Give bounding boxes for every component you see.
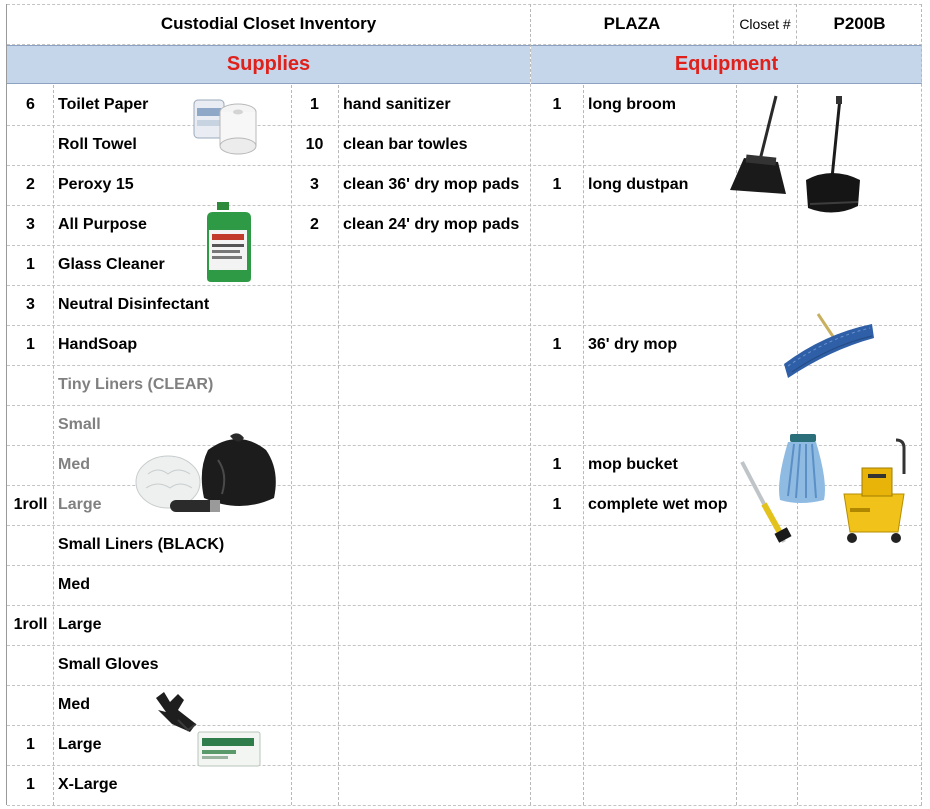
supplies-item: Roll Towel <box>58 136 137 153</box>
supplies2-qty <box>291 445 338 485</box>
supplies2-qty <box>291 565 338 605</box>
supplies-item: Med <box>58 576 90 593</box>
supplies2-qty <box>291 725 338 765</box>
wet-mop-picture <box>738 432 830 546</box>
equipment-qty: 1 <box>552 456 562 473</box>
supplies2-qty <box>291 765 338 805</box>
toilet-paper-picture <box>192 94 260 156</box>
supplies-item: Med <box>58 456 90 473</box>
supplies-item: Large <box>58 616 102 633</box>
supplies-item: Large <box>58 496 102 513</box>
equipment-item <box>583 565 736 605</box>
closet-label: Closet # <box>739 16 791 32</box>
sheet-title: Custodial Closet Inventory <box>160 14 377 33</box>
dustpan-picture <box>800 94 864 220</box>
location-name: PLAZA <box>603 14 661 33</box>
supplies2-item <box>338 245 530 285</box>
supplies-qty <box>7 525 54 565</box>
broom-picture <box>728 94 790 196</box>
supplies2-item <box>338 405 530 445</box>
supplies-qty: 6 <box>26 96 35 113</box>
supplies-qty <box>7 565 54 605</box>
supplies-item: HandSoap <box>58 336 138 353</box>
equipment-item <box>583 285 736 325</box>
supplies2-item: clean 36' dry mop pads <box>343 176 520 193</box>
supplies2-qty <box>291 245 338 285</box>
equipment-item <box>583 125 736 165</box>
supplies-qty: 1 <box>26 776 35 793</box>
supplies2-qty <box>291 285 338 325</box>
gloves-picture <box>150 692 262 770</box>
supplies-qty: 3 <box>26 296 35 313</box>
equipment-item <box>583 405 736 445</box>
supplies-item: Neutral Disinfectant <box>58 296 210 313</box>
equipment-item: 36' dry mop <box>588 336 678 353</box>
table-row <box>0 765 922 805</box>
equipment-item <box>583 605 736 645</box>
supplies-header: Supplies <box>7 45 530 84</box>
equipment-qty <box>531 125 583 165</box>
supplies-item: Med <box>58 696 90 713</box>
supplies-item: Peroxy 15 <box>58 176 134 193</box>
supplies2-qty <box>291 485 338 525</box>
supplies-qty: 1 <box>26 736 35 753</box>
supplies-qty <box>7 645 54 685</box>
supplies-item: Small Liners (BLACK) <box>58 536 225 553</box>
supplies-qty <box>7 445 54 485</box>
supplies-qty <box>7 365 54 405</box>
supplies2-qty <box>291 525 338 565</box>
supplies2-item <box>338 325 530 365</box>
supplies2-qty <box>291 605 338 645</box>
equipment-qty <box>531 605 583 645</box>
supplies2-item <box>338 485 530 525</box>
supplies-item: X-Large <box>58 776 118 793</box>
supplies-qty: 3 <box>26 216 35 233</box>
supplies2-item: clean bar towles <box>343 136 468 153</box>
equipment-qty <box>531 285 583 325</box>
supplies2-qty <box>291 405 338 445</box>
supplies2-item: hand sanitizer <box>343 96 451 113</box>
supplies2-qty <box>291 685 338 725</box>
closet-number: P200B <box>833 14 886 33</box>
equipment-item: long broom <box>588 96 676 113</box>
supplies2-qty: 3 <box>310 176 319 193</box>
equipment-qty <box>531 725 583 765</box>
equipment-qty: 1 <box>552 336 562 353</box>
supplies2-qty <box>291 325 338 365</box>
equipment-item <box>583 205 736 245</box>
equipment-item <box>583 365 736 405</box>
supplies-qty <box>7 685 54 725</box>
supplies-item: Small <box>58 416 101 433</box>
equipment-item <box>583 525 736 565</box>
supplies-item: Small Gloves <box>58 656 159 673</box>
supplies-item: Toilet Paper <box>58 96 149 113</box>
equipment-item <box>583 765 736 805</box>
equipment-item <box>583 725 736 765</box>
supplies-qty: 1roll <box>13 496 48 513</box>
supplies-qty: 1roll <box>13 616 48 633</box>
equipment-item <box>583 245 736 285</box>
equipment-qty <box>531 525 583 565</box>
cleaner-jug-picture <box>203 200 253 284</box>
table-row <box>0 725 922 765</box>
supplies2-qty <box>291 645 338 685</box>
equipment-qty: 1 <box>552 496 562 513</box>
equipment-qty: 1 <box>552 96 562 113</box>
equipment-item <box>583 685 736 725</box>
supplies2-item <box>338 565 530 605</box>
equipment-qty <box>531 565 583 605</box>
supplies2-item <box>338 725 530 765</box>
table-row <box>0 205 922 245</box>
equipment-qty <box>531 205 583 245</box>
supplies2-qty <box>291 365 338 405</box>
table-row <box>0 645 922 685</box>
supplies2-item <box>338 525 530 565</box>
supplies2-qty: 1 <box>310 96 319 113</box>
equipment-qty: 1 <box>552 176 562 193</box>
table-row <box>0 245 922 285</box>
supplies-item: All Purpose <box>58 216 147 233</box>
supplies-qty <box>7 125 54 165</box>
supplies2-item <box>338 445 530 485</box>
supplies-item: Large <box>58 736 102 753</box>
supplies-item: Tiny Liners (CLEAR) <box>58 376 214 393</box>
table-row <box>0 685 922 725</box>
supplies2-item <box>338 365 530 405</box>
equipment-qty <box>531 645 583 685</box>
table-row <box>0 565 922 605</box>
equipment-qty <box>531 765 583 805</box>
equipment-item <box>583 645 736 685</box>
equipment-qty <box>531 685 583 725</box>
equipment-item: complete wet mop <box>588 496 728 513</box>
supplies2-item <box>338 605 530 645</box>
supplies-qty: 1 <box>26 256 35 273</box>
supplies2-item <box>338 685 530 725</box>
supplies2-item <box>338 285 530 325</box>
dry-mop-picture <box>780 312 876 386</box>
equipment-qty <box>531 245 583 285</box>
supplies-qty: 2 <box>26 176 35 193</box>
supplies-qty <box>7 405 54 445</box>
equipment-header: Equipment <box>531 45 922 84</box>
supplies-item: Glass Cleaner <box>58 256 165 273</box>
supplies2-qty: 2 <box>310 216 319 233</box>
equipment-qty <box>531 365 583 405</box>
supplies2-item <box>338 765 530 805</box>
supplies-qty: 1 <box>26 336 35 353</box>
supplies2-qty: 10 <box>305 136 324 153</box>
equipment-item: long dustpan <box>588 176 689 193</box>
table-row <box>0 605 922 645</box>
supplies2-item <box>338 645 530 685</box>
mop-bucket-picture <box>840 438 910 546</box>
equipment-qty <box>531 405 583 445</box>
equipment-item: mop bucket <box>588 456 678 473</box>
supplies2-item: clean 24' dry mop pads <box>343 216 520 233</box>
trash-bags-picture <box>134 430 280 516</box>
